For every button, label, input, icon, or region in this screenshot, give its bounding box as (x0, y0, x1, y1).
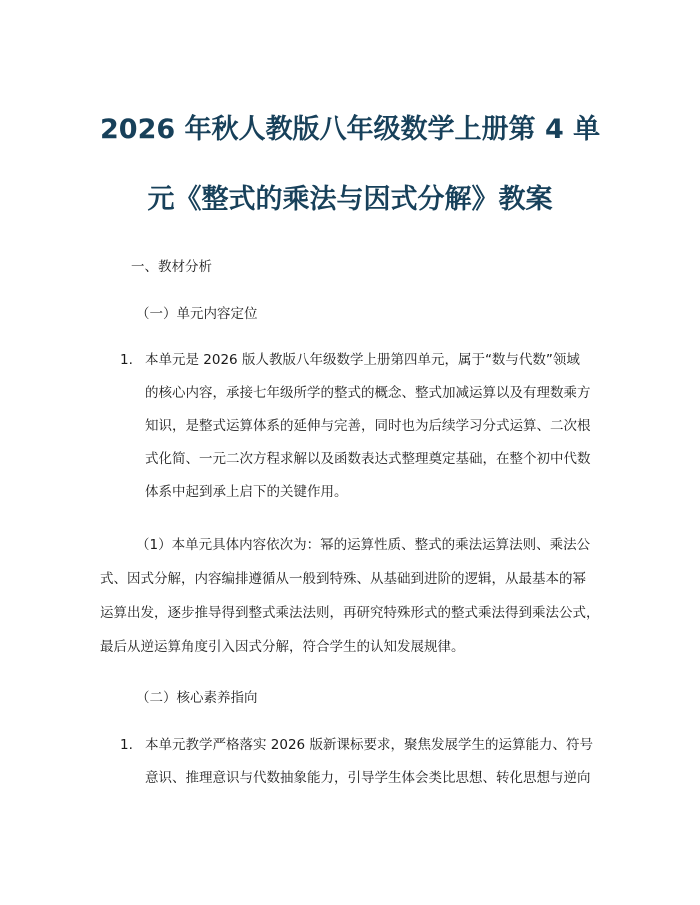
list-item-line: 的核心内容，承接七年级所学的整式的概念、整式加减运算以及有理数乘方 (145, 385, 591, 401)
paragraph-line: 运算出发，逐步推导得到整式乘法法则，再研究特殊形式的整式乘法得到乘法公式， (100, 605, 600, 621)
section-heading-textbook-analysis: 一、教材分析 (131, 259, 212, 275)
list-item-line: 本单元是 2026 版人教版八年级数学上册第四单元，属于“数与代数”领域 (145, 352, 580, 368)
list-item-number: 1. (120, 352, 133, 368)
list-item-number: 1. (120, 737, 133, 753)
list-item-line: 意识、推理意识与代数抽象能力，引导学生体会类比思想、转化思想与逆向 (145, 770, 591, 786)
list-item-line: 体系中起到承上启下的关键作用。 (145, 484, 348, 500)
list-item-line: 本单元教学严格落实 2026 版新课标要求，聚焦发展学生的运算能力、符号 (145, 737, 593, 753)
list-item-line: 式化简、一元二次方程求解以及函数表达式整理奠定基础，在整个初中代数 (145, 451, 591, 467)
document-title-line-1: 2026 年秋人教版八年级数学上册第 4 单 (100, 114, 601, 145)
subsection-heading-core-literacy: （二）核心素养指向 (136, 690, 258, 706)
document-title-line-2: 元《整式的乘法与因式分解》教案 (147, 184, 553, 215)
paragraph-line: 最后从逆运算角度引入因式分解，符合学生的认知发展规律。 (100, 639, 465, 655)
subsection-heading-unit-positioning: （一）单元内容定位 (136, 306, 258, 322)
paragraph-line: （1）本单元具体内容依次为：幂的运算性质、整式的乘法运算法则、乘法公 (136, 537, 591, 553)
list-item-line: 知识，是整式运算体系的延伸与完善，同时也为后续学习分式运算、二次根 (145, 418, 591, 434)
paragraph-line: 式、因式分解，内容编排遵循从一般到特殊、从基础到进阶的逻辑，从最基本的幂 (100, 571, 586, 587)
